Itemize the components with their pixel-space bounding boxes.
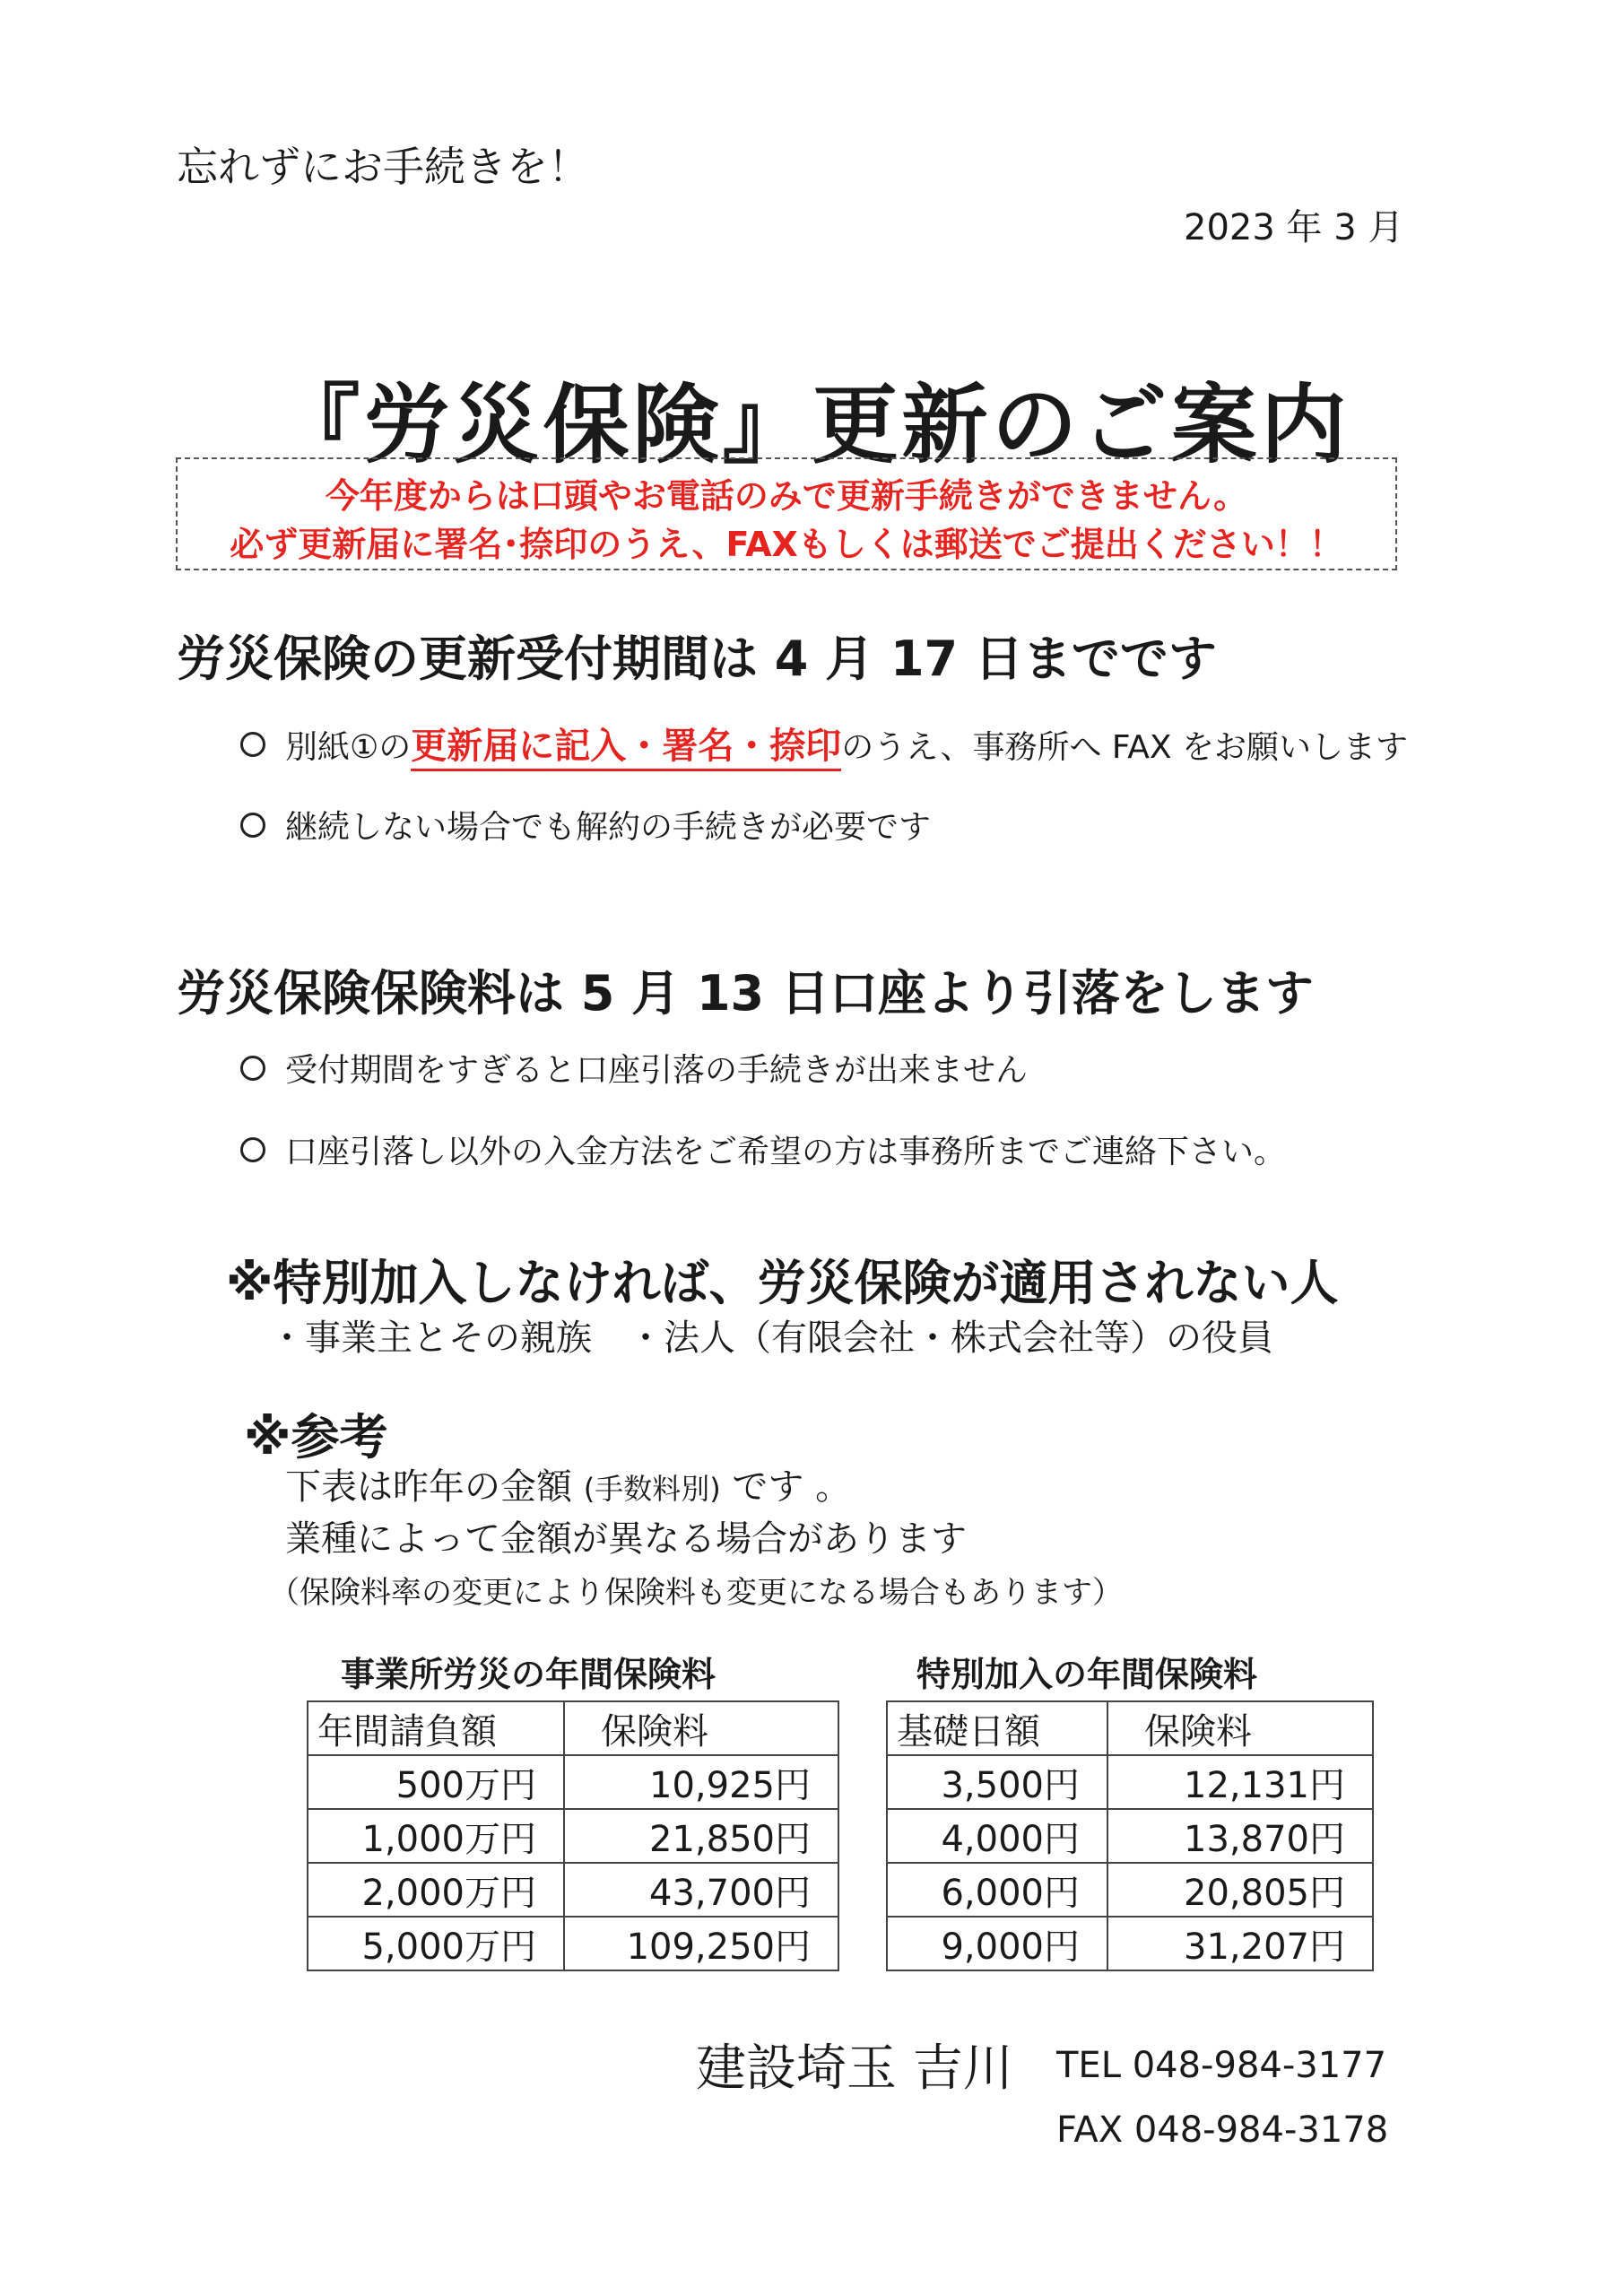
renewal-period-heading: 労災保険の更新受付期間は 4 月 17 日までです — [177, 631, 1217, 687]
notice-line-2: 必ず更新届に署名･捺印のうえ、FAXもしくは郵送でご提出ください！！ — [230, 525, 1343, 564]
circle-bullet-icon — [240, 1056, 265, 1081]
notice-line-1: 今年度からは口頭やお電話のみで更新手続きができません。 — [325, 476, 1248, 516]
table-header: 保険料 — [564, 1701, 838, 1755]
office-premium-caption: 事業所労災の年間保険料 — [341, 1655, 716, 1694]
list-item — [240, 1045, 1028, 1091]
reference-text: 下表は昨年の金額 — [285, 1466, 572, 1508]
page-title: 『労災保険』更新のご案内 — [274, 375, 1350, 475]
bullet-text: 口座引落し以外の入金方法をご希望の方は事務所までご連絡下さい。 — [285, 1134, 1287, 1170]
office-name: 建設埼玉 吉川 — [696, 2039, 1013, 2098]
list-item — [240, 1126, 1286, 1172]
reference-fee-note: (手数料別) — [583, 1472, 721, 1506]
debit-date-heading: 労災保険保険料は 5 月 13 日口座より引落をします — [177, 965, 1314, 1022]
office-phone: TEL 048-984-3177 — [1056, 2045, 1387, 2086]
table-header-row — [887, 1701, 1373, 1755]
table-cell: 4,000円 — [887, 1809, 1107, 1863]
table-header: 年間請負額 — [308, 1701, 564, 1755]
special-enrollment-persons: ・事業主とその親族 ・法人（有限会社・株式会社等）の役員 — [269, 1318, 1273, 1359]
bullet-text-post: のうえ、事務所へ FAX をお願いします — [841, 728, 1409, 766]
list-item — [240, 802, 931, 848]
highlight-text: 更新届に記入・署名・捺印 — [411, 718, 841, 771]
table-cell: 5,000万円 — [308, 1917, 564, 1970]
tagline: 忘れずにお手続きを！ — [177, 143, 589, 191]
table-cell: 9,000円 — [887, 1917, 1107, 1970]
notice-box — [176, 457, 1397, 570]
bullet-text: 受付期間をすぎると口座引落の手続きが出来ません — [285, 1052, 1029, 1089]
table-row — [308, 1809, 838, 1863]
table-header-row — [308, 1701, 838, 1755]
table-cell: 10,925円 — [564, 1755, 838, 1809]
reference-heading: ※参考 — [244, 1409, 388, 1465]
table-row — [887, 1863, 1373, 1917]
table-cell: 1,000万円 — [308, 1809, 564, 1863]
table-row — [887, 1809, 1373, 1863]
table-row — [887, 1917, 1373, 1970]
circle-bullet-icon — [240, 732, 265, 757]
special-premium-caption: 特別加入の年間保険料 — [916, 1655, 1258, 1694]
reference-line-3: （保険料率の変更により保険料も変更になる場合もあります） — [269, 1575, 1123, 1611]
table-cell: 2,000万円 — [308, 1863, 564, 1917]
table-cell: 3,500円 — [887, 1755, 1107, 1809]
table-cell: 12,131円 — [1107, 1755, 1373, 1809]
bullet-text: 継続しない場合でも解約の手続きが必要です — [285, 809, 932, 846]
table-row — [308, 1863, 838, 1917]
bullet-text-pre: 別紙①の — [285, 728, 412, 766]
reference-line-2: 業種によって金額が異なる場合があります — [285, 1518, 967, 1560]
issue-date: 2023 年 3 月 — [1184, 207, 1404, 248]
table-cell: 31,207円 — [1107, 1917, 1373, 1970]
table-cell: 21,850円 — [564, 1809, 838, 1863]
list-item — [240, 718, 1408, 771]
circle-bullet-icon — [240, 813, 265, 838]
table-header: 保険料 — [1107, 1701, 1373, 1755]
table-header: 基礎日額 — [887, 1701, 1107, 1755]
table-cell: 109,250円 — [564, 1917, 838, 1970]
table-row — [308, 1917, 838, 1970]
office-fax: FAX 048-984-3178 — [1056, 2109, 1389, 2151]
table-cell: 6,000円 — [887, 1863, 1107, 1917]
table-cell: 13,870円 — [1107, 1809, 1373, 1863]
special-enrollment-heading: ※特別加入しなければ、労災保険が適用されない人 — [226, 1255, 1339, 1311]
circle-bullet-icon — [240, 1137, 265, 1162]
table-cell: 20,805円 — [1107, 1863, 1373, 1917]
reference-line-1 — [285, 1458, 851, 1509]
table-row — [308, 1755, 838, 1809]
office-premium-table — [307, 1700, 839, 1971]
table-cell: 500万円 — [308, 1755, 564, 1809]
special-premium-table — [886, 1700, 1374, 1971]
reference-text: です 。 — [732, 1466, 852, 1508]
table-cell: 43,700円 — [564, 1863, 838, 1917]
table-row — [887, 1755, 1373, 1809]
